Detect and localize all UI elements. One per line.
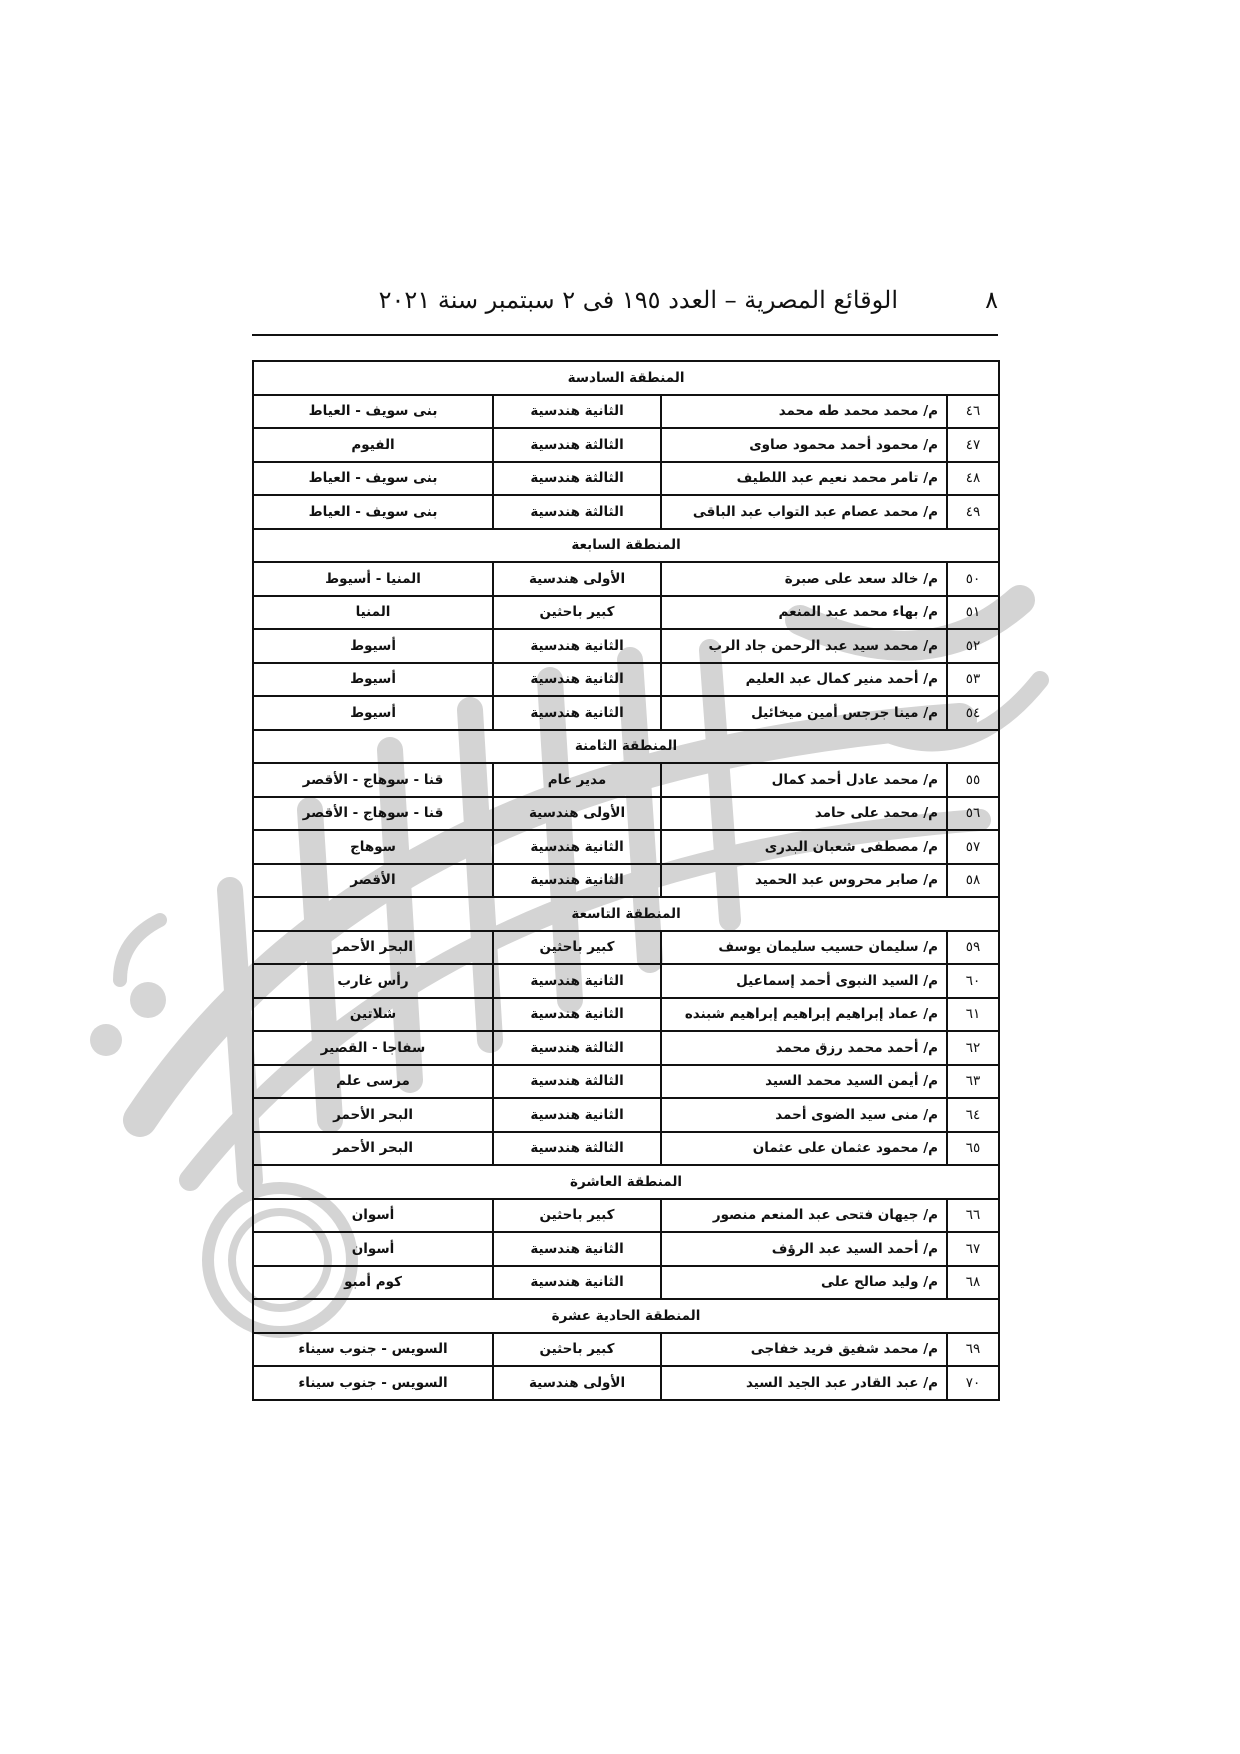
region-title: المنطقة التاسعة — [253, 897, 999, 931]
row-number: ٥٧ — [947, 830, 999, 864]
work-location: السويس - جنوب سيناء — [253, 1366, 493, 1400]
header-rule — [252, 334, 998, 336]
work-location: أسيوط — [253, 629, 493, 663]
table-row — [253, 428, 999, 462]
engineer-name: م/ محمود عثمان على عثمان — [661, 1132, 947, 1166]
row-number: ٤٩ — [947, 495, 999, 529]
table-row — [253, 1031, 999, 1065]
job-grade: الثانية هندسية — [493, 864, 661, 898]
row-number: ٥٢ — [947, 629, 999, 663]
work-location: البحر الأحمر — [253, 1098, 493, 1132]
row-number: ٦٣ — [947, 1065, 999, 1099]
work-location: بنى سويف - العياط — [253, 495, 493, 529]
job-grade: الثانية هندسية — [493, 629, 661, 663]
row-number: ٦١ — [947, 998, 999, 1032]
job-grade: كبير باحثين — [493, 1333, 661, 1367]
job-grade: الثانية هندسية — [493, 964, 661, 998]
issue-title: الوقائع المصرية – العدد ١٩٥ فى ٢ سبتمبر سنة ٢٠٢١ — [378, 286, 898, 314]
work-location: المنيا — [253, 596, 493, 630]
work-location: أسوان — [253, 1199, 493, 1233]
table-row — [253, 964, 999, 998]
job-grade: الأولى هندسية — [493, 797, 661, 831]
table-row — [253, 1232, 999, 1266]
job-grade: الثانية هندسية — [493, 663, 661, 697]
table-row — [253, 462, 999, 496]
row-number: ٤٨ — [947, 462, 999, 496]
engineer-name: م/ مينا جرجس أمين ميخائيل — [661, 696, 947, 730]
work-location: رأس غارب — [253, 964, 493, 998]
row-number: ٤٦ — [947, 395, 999, 429]
region-header-row — [253, 897, 999, 931]
region-header-row — [253, 529, 999, 563]
job-grade: الثانية هندسية — [493, 1232, 661, 1266]
table-row — [253, 596, 999, 630]
work-location: الأقصر — [253, 864, 493, 898]
engineer-name: م/ سليمان حسيب سليمان يوسف — [661, 931, 947, 965]
work-location: بنى سويف - العياط — [253, 395, 493, 429]
row-number: ٦٢ — [947, 1031, 999, 1065]
engineer-name: م/ وليد صالح على — [661, 1266, 947, 1300]
engineer-name: م/ خالد سعد على صبرة — [661, 562, 947, 596]
region-title: المنطقة السادسة — [253, 361, 999, 395]
table-row — [253, 763, 999, 797]
engineer-name: م/ صابر محروس عبد الحميد — [661, 864, 947, 898]
engineer-name: م/ محمد عادل أحمد كمال — [661, 763, 947, 797]
work-location: بنى سويف - العياط — [253, 462, 493, 496]
region-title: المنطقة الحادية عشرة — [253, 1299, 999, 1333]
row-number: ٦٠ — [947, 964, 999, 998]
job-grade: الثانية هندسية — [493, 1098, 661, 1132]
row-number: ٧٠ — [947, 1366, 999, 1400]
table-row — [253, 1098, 999, 1132]
region-header-row — [253, 1299, 999, 1333]
page-number: ٨ — [985, 286, 998, 314]
region-header-row — [253, 730, 999, 764]
job-grade: الثالثة هندسية — [493, 495, 661, 529]
engineer-name: م/ عبد القادر عبد الجيد السيد — [661, 1366, 947, 1400]
job-grade: كبير باحثين — [493, 931, 661, 965]
region-header-row — [253, 361, 999, 395]
table-row — [253, 1333, 999, 1367]
table-row — [253, 864, 999, 898]
row-number: ٥٦ — [947, 797, 999, 831]
row-number: ٦٨ — [947, 1266, 999, 1300]
job-grade: الثانية هندسية — [493, 1266, 661, 1300]
table-row — [253, 998, 999, 1032]
table-row — [253, 797, 999, 831]
table-row — [253, 395, 999, 429]
work-location: سفاجا - القصير — [253, 1031, 493, 1065]
table-row — [253, 830, 999, 864]
work-location: الفيوم — [253, 428, 493, 462]
row-number: ٥٠ — [947, 562, 999, 596]
table-row — [253, 663, 999, 697]
job-grade: الأولى هندسية — [493, 1366, 661, 1400]
job-grade: كبير باحثين — [493, 596, 661, 630]
engineer-name: م/ محمد محمد طه محمد — [661, 395, 947, 429]
job-grade: الثانية هندسية — [493, 696, 661, 730]
engineer-name: م/ تامر محمد نعيم عبد اللطيف — [661, 462, 947, 496]
region-header-row — [253, 1165, 999, 1199]
engineer-name: م/ أحمد السيد عبد الرؤف — [661, 1232, 947, 1266]
engineer-name: م/ محمد شفيق فريد خفاجى — [661, 1333, 947, 1367]
row-number: ٦٤ — [947, 1098, 999, 1132]
job-grade: كبير باحثين — [493, 1199, 661, 1233]
engineer-name: م/ محمد سيد عبد الرحمن جاد الرب — [661, 629, 947, 663]
page-header — [252, 284, 998, 324]
engineer-name: م/ محمد عصام عبد التواب عبد الباقى — [661, 495, 947, 529]
region-title: المنطقة الثامنة — [253, 730, 999, 764]
roster-table — [252, 360, 1000, 1401]
engineer-name: م/ مصطفى شعبان البدرى — [661, 830, 947, 864]
work-location: مرسى علم — [253, 1065, 493, 1099]
row-number: ٦٧ — [947, 1232, 999, 1266]
work-location: أسوان — [253, 1232, 493, 1266]
work-location: شلاتين — [253, 998, 493, 1032]
engineer-name: م/ أيمن السيد محمد السيد — [661, 1065, 947, 1099]
table-row — [253, 931, 999, 965]
work-location: قنا - سوهاج - الأقصر — [253, 763, 493, 797]
work-location: البحر الأحمر — [253, 1132, 493, 1166]
row-number: ٦٦ — [947, 1199, 999, 1233]
job-grade: الثالثة هندسية — [493, 1031, 661, 1065]
engineer-name: م/ أحمد محمد رزق محمد — [661, 1031, 947, 1065]
table-row — [253, 1065, 999, 1099]
work-location: أسيوط — [253, 696, 493, 730]
engineer-name: م/ محمود أحمد محمود صاوى — [661, 428, 947, 462]
job-grade: الثانية هندسية — [493, 998, 661, 1032]
engineer-name: م/ أحمد منير كمال عبد العليم — [661, 663, 947, 697]
job-grade: الثالثة هندسية — [493, 1065, 661, 1099]
job-grade: الثانية هندسية — [493, 830, 661, 864]
engineer-name: م/ جيهان فتحى عبد المنعم منصور — [661, 1199, 947, 1233]
row-number: ٥٩ — [947, 931, 999, 965]
work-location: أسيوط — [253, 663, 493, 697]
job-grade: الثانية هندسية — [493, 395, 661, 429]
engineer-name: م/ السيد النبوى أحمد إسماعيل — [661, 964, 947, 998]
job-grade: الثالثة هندسية — [493, 462, 661, 496]
table-row — [253, 562, 999, 596]
table-row — [253, 696, 999, 730]
job-grade: مدير عام — [493, 763, 661, 797]
row-number: ٦٩ — [947, 1333, 999, 1367]
work-location: المنيا - أسيوط — [253, 562, 493, 596]
engineer-name: م/ بهاء محمد عبد المنعم — [661, 596, 947, 630]
table-row — [253, 629, 999, 663]
row-number: ٥٤ — [947, 696, 999, 730]
row-number: ٤٧ — [947, 428, 999, 462]
job-grade: الثالثة هندسية — [493, 1132, 661, 1166]
table-row — [253, 1266, 999, 1300]
row-number: ٥١ — [947, 596, 999, 630]
row-number: ٦٥ — [947, 1132, 999, 1166]
work-location: البحر الأحمر — [253, 931, 493, 965]
row-number: ٥٨ — [947, 864, 999, 898]
job-grade: الأولى هندسية — [493, 562, 661, 596]
table-row — [253, 1366, 999, 1400]
table-row — [253, 1132, 999, 1166]
engineer-name: م/ عماد إبراهيم إبراهيم إبراهيم شبنده — [661, 998, 947, 1032]
work-location: السويس - جنوب سيناء — [253, 1333, 493, 1367]
region-title: المنطقة العاشرة — [253, 1165, 999, 1199]
work-location: قنا - سوهاج - الأقصر — [253, 797, 493, 831]
work-location: سوهاج — [253, 830, 493, 864]
engineer-name: م/ محمد على حامد — [661, 797, 947, 831]
work-location: كوم أمبو — [253, 1266, 493, 1300]
table-row — [253, 1199, 999, 1233]
job-grade: الثالثة هندسية — [493, 428, 661, 462]
engineer-name: م/ منى سيد الضوى أحمد — [661, 1098, 947, 1132]
region-title: المنطقة السابعة — [253, 529, 999, 563]
row-number: ٥٥ — [947, 763, 999, 797]
row-number: ٥٣ — [947, 663, 999, 697]
table-row — [253, 495, 999, 529]
